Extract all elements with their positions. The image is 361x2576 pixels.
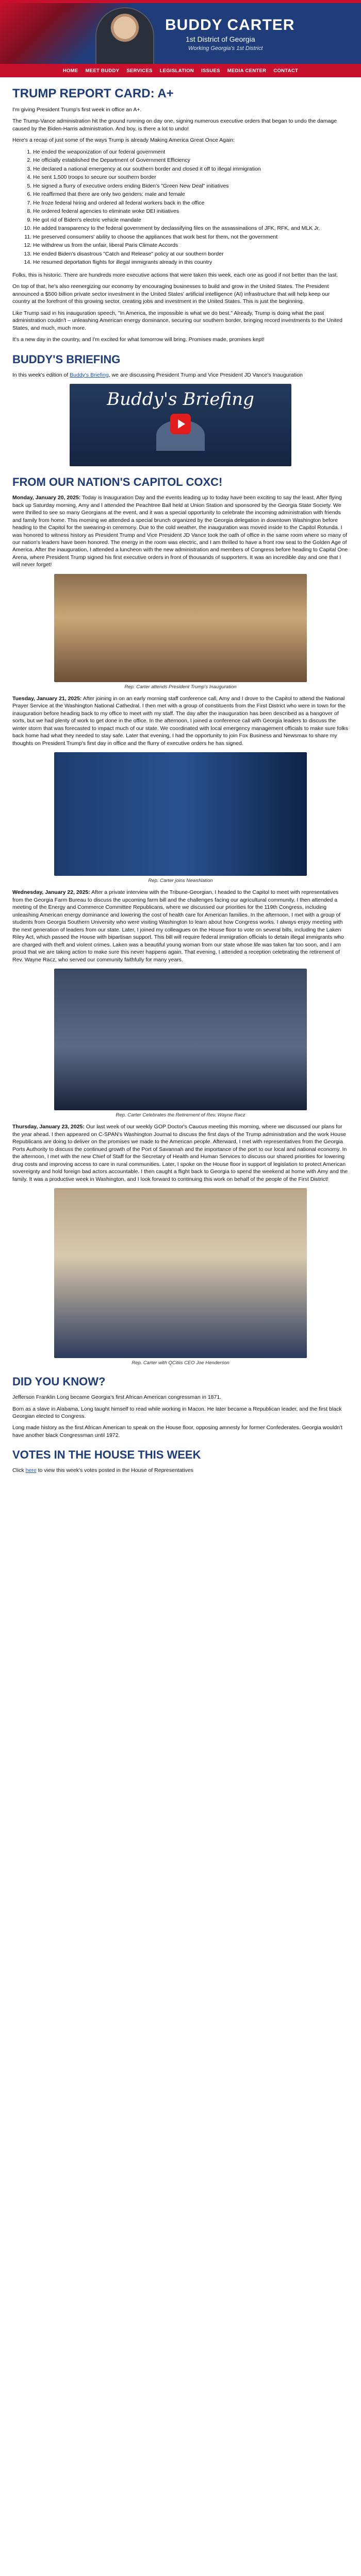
play-icon[interactable] bbox=[170, 414, 191, 434]
briefing-title: BUDDY'S BRIEFING bbox=[12, 352, 121, 366]
day-text: After a private interview with the Tribune-Georgian, I headed to the Capitol to meet with representatives from the Georgia Farm Bureau to discuss the upcoming farm bill and the challenges facing our agricultural community. I then attended a meeting of the Energy and Commerce Committee Republicans, where we discussed our priorities for the 119th Congress, including unleashing American energy dominance and lowering the cost of health care for American families. In the afternoon, I met with a group of students from Georgia Southern University who were visiting Washington to learn about how Congress works. I always enjoy meeting with the next generation of leaders from our state. Later, I joined my colleagues on the House floor to vote on several bills, including the Laken Riley Act, which passed the House with bipartisan support. This bill will require federal immigration officials to detain illegal immigrants who are charged with theft and violent crimes. Laken was a beautiful young woman from our state whose life was taken far too soon, and I am proud that we are taking action to make sure this never happens again. That evening, I attended a reception celebrating the retirement of Rev. Wayne Racz, who served our community faithfully for many years. bbox=[12, 889, 344, 963]
list-item: 11. He preserved consumers' ability to choose the appliances that work best for them, not the government bbox=[33, 233, 349, 241]
capitol-title: FROM OUR NATION'S CAPITOL COXC! bbox=[12, 476, 223, 489]
meeting-photo bbox=[54, 1188, 307, 1358]
votes-title: VOTES IN THE HOUSE THIS WEEK bbox=[12, 1448, 201, 1462]
votes-text bbox=[12, 1467, 349, 1474]
day-label: Tuesday, January 21, 2025: bbox=[12, 695, 82, 702]
photo-caption: Rep. Carter joins NewsNation bbox=[148, 878, 213, 884]
monday-entry bbox=[12, 494, 349, 569]
votes-text-before: Click bbox=[12, 1467, 26, 1474]
nav-home[interactable]: HOME bbox=[62, 67, 78, 74]
report-paragraph: On top of that, he's also reenergizing our economy by encouraging businesses to build and grow in the United States. The President announced a $500 billion private sector investment in the United States' artificial intelligence (AI) infrastructure that will help keep our country at the forefront of this growing sector, creating jobs and investment in the United States. This is just the beginning. bbox=[12, 283, 330, 305]
briefing-text-after: , we are discussing President Trump and Vice President JD Vance's Inauguration bbox=[108, 371, 303, 378]
accomplishments-list bbox=[33, 148, 349, 266]
header-tagline: Working Georgia's 1st District bbox=[188, 45, 263, 52]
main-content bbox=[0, 87, 361, 1475]
day-label: Thursday, January 23, 2025: bbox=[12, 1124, 85, 1130]
wednesday-entry bbox=[12, 889, 349, 963]
list-item: 8. He ordered federal agencies to eliminate woke DEI initiatives bbox=[33, 208, 349, 215]
nav-meet-buddy[interactable]: MEET BUDDY bbox=[85, 67, 120, 74]
newsletter-header bbox=[0, 3, 361, 64]
report-paragraph: The Trump-Vance administration hit the ground running on day one, signing numerous executive orders that began to undo the damage caused by the Biden-Harris administration. And boy, is there a lot to undo! bbox=[12, 118, 337, 132]
briefing-text bbox=[12, 371, 349, 379]
day-label: Monday, January 20, 2025: bbox=[12, 495, 81, 501]
day-text: Our last week of our weekly GOP Doctor's Caucus meeting this morning, where we discussed our plans for the year ahead. I then appeared on C-SPAN's Washington Journal to discuss the first days of the Trump administration and the work House Republicans are doing to deliver on the promises we made to the American people. Afterward, I met with representatives from the Georgia Ports Authority to discuss the continued growth of the Port of Savannah and the importance of the port to our local and national economy. In the afternoon, I met with the new Chief of Staff for the Secretary of Health and Human Services to discuss our shared priorities for lowering drug costs and improving access to care in rural communities. Later, I spoke on the House floor in support of legislation to protect American sovereignty and hold foreign bad actors accountable. I then caught a flight back to Georgia to spend the weekend at home with Amy and the family. It was a productive week in Washington, and I look forward to continuing this work on behalf of the people of the First District! bbox=[12, 1124, 348, 1182]
list-item: 4. He sent 1,500 troops to secure our southern border bbox=[33, 174, 349, 181]
header-name: BUDDY CARTER bbox=[165, 16, 295, 33]
votes-text-after: to view this week's votes posted in the House of Representatives bbox=[36, 1467, 194, 1474]
briefing-video[interactable] bbox=[70, 384, 291, 466]
retirement-photo bbox=[54, 969, 307, 1110]
list-item: 13. He ended Biden's disastrous "Catch and Release" policy at our southern border bbox=[33, 250, 349, 258]
report-paragraph: It's a new day in the country, and I'm excited for what tomorrow will bring. Promises made, promises kept! bbox=[12, 336, 265, 343]
list-item: 7. He froze federal hiring and ordered all federal workers back in the office bbox=[33, 199, 349, 207]
day-text: Today is Inauguration Day and the events leading up to today have been exciting to say the least. After flying back up Saturday morning, Amy and I attended the Peachtree Ball held at Union Station and sponsored by the Georgia State Society. We were thrilled to see so many Georgians at the event, and it was a special opportunity to celebrate the incoming administration with friends and family from home. This morning we attended a special brunch organized by the Georgia delegation in downtown Washington before heading to the Capitol for the swearing-in ceremony. Due to the cold weather, the inauguration was moved inside to the Capitol Rotunda. I was honored to witness history as President Trump and Vice President JD Vance took the oath of office in the same room where so many of our nation's leaders have been honored. The energy in the room was electric, and I am thrilled to have a front row seat to the Golden Age of America. After the inauguration, I attended a luncheon with the new administration and members of Congress before heading to Capital One Arena, where President Trump signed his first executive orders in front of thousands of supporters. It was an incredible day and one that I will never forget! bbox=[12, 495, 348, 568]
thursday-entry bbox=[12, 1123, 349, 1183]
report-paragraph: Folks, this is historic. There are hundreds more executive actions that were taken this week, each one as good if not better than the last. bbox=[12, 272, 338, 278]
report-intro: I'm giving President Trump's first week in office an A+. bbox=[12, 107, 142, 113]
header-district: 1st District of Georgia bbox=[186, 35, 255, 43]
list-item: 5. He signed a flurry of executive orders ending Biden's "Green New Deal" initiatives bbox=[33, 182, 349, 190]
nav-services[interactable]: SERVICES bbox=[126, 67, 153, 74]
dyk-paragraph: Jefferson Franklin Long became Georgia's first African American congressman in 1871. bbox=[12, 1394, 222, 1401]
list-item: 10. He added transparency to the federal government by declassifying files on the assassinations of JFK, RFK, and MLK Jr. bbox=[33, 225, 349, 232]
list-item: 2. He officially established the Department of Government Efficiency bbox=[33, 157, 349, 164]
votes-link[interactable]: here bbox=[25, 1467, 37, 1474]
representative-portrait bbox=[95, 7, 154, 64]
nav-media-center[interactable]: MEDIA CENTER bbox=[227, 67, 267, 74]
day-label: Wednesday, January 22, 2025: bbox=[12, 889, 90, 896]
list-item: 14. He resumed deportation flights for illegal immigrants already in this country bbox=[33, 259, 349, 266]
report-paragraph: Like Trump said in his inauguration speech, "In America, the impossible is what we do best." Already, Trump is doing what the past administration couldn't – unleashing American energy dominance, securing our southern border, bringing record investments to the United States, and much, much more. bbox=[12, 310, 342, 331]
newsnation-photo bbox=[54, 752, 307, 876]
day-text: After joining in on an early morning staff conference call, Amy and I drove to the Capitol to attend the National Prayer Service at the Washington National Cathedral. I then met with a group of constituents from the First District who were in town for the inauguration before heading back to my office to meet with my staff. The day after the inauguration has been described as a hangover of sorts, but we had plenty of work to get done in the office. In the afternoon, I joined a conference call with Georgia leaders to discuss the winter storm that was forecasted to impact much of our state. We coordinated with local emergency management officials to make sure folks back home had what they needed to stay safe. Later that evening, I had the opportunity to join Fox Business and Newsmax to share my thoughts on President Trump's first day in office and the flurry of executive orders he has signed. bbox=[12, 695, 348, 747]
briefing-link[interactable]: Buddy's Briefing bbox=[70, 371, 109, 378]
report-paragraph: Here's a recap of just some of the ways Trump is already Making America Great Once Again: bbox=[12, 137, 235, 144]
tuesday-entry bbox=[12, 695, 349, 747]
dyk-paragraph: Long made history as the first African American to speak on the House floor, opposing amnesty for former Confederates. Georgia wouldn't have another black Congressman until 1972. bbox=[12, 1425, 342, 1438]
nav-bar bbox=[0, 64, 361, 77]
list-item: 1. He ended the weaponization of our federal government bbox=[33, 148, 349, 156]
photo-caption: Rep. Carter with QCitiis CEO Joe Henderson bbox=[132, 1360, 229, 1366]
photo-caption: Rep. Carter attends President Trump's Inauguration bbox=[124, 684, 237, 690]
nav-issues[interactable]: ISSUES bbox=[201, 67, 220, 74]
dyk-title: DID YOU KNOW? bbox=[12, 1375, 106, 1388]
report-title: TRUMP REPORT CARD: A+ bbox=[12, 87, 174, 100]
list-item: 9. He got rid of Biden's electric vehicle mandate bbox=[33, 216, 349, 224]
briefing-text-before: In this week's edition of bbox=[12, 371, 70, 378]
list-item: 6. He reaffirmed that there are only two genders: male and female bbox=[33, 191, 349, 198]
list-item: 12. He withdrew us from the unfair, liberal Paris Climate Accords bbox=[33, 242, 349, 249]
photo-caption: Rep. Carter Celebrates the Retirement of Rev. Wayne Racz bbox=[116, 1112, 245, 1118]
inauguration-photo bbox=[54, 574, 307, 682]
dyk-paragraph: Born as a slave in Alabama, Long taught himself to read while working in Macon. He later became a Republican leader, and the first black Georgian elected to Congress. bbox=[12, 1405, 342, 1419]
list-item: 3. He declared a national emergency at our southern border and closed it off to illegal immigration bbox=[33, 165, 349, 173]
nav-legislation[interactable]: LEGISLATION bbox=[159, 67, 194, 74]
video-title: Buddy's Briefing bbox=[107, 389, 254, 410]
nav-contact[interactable]: CONTACT bbox=[273, 67, 299, 74]
